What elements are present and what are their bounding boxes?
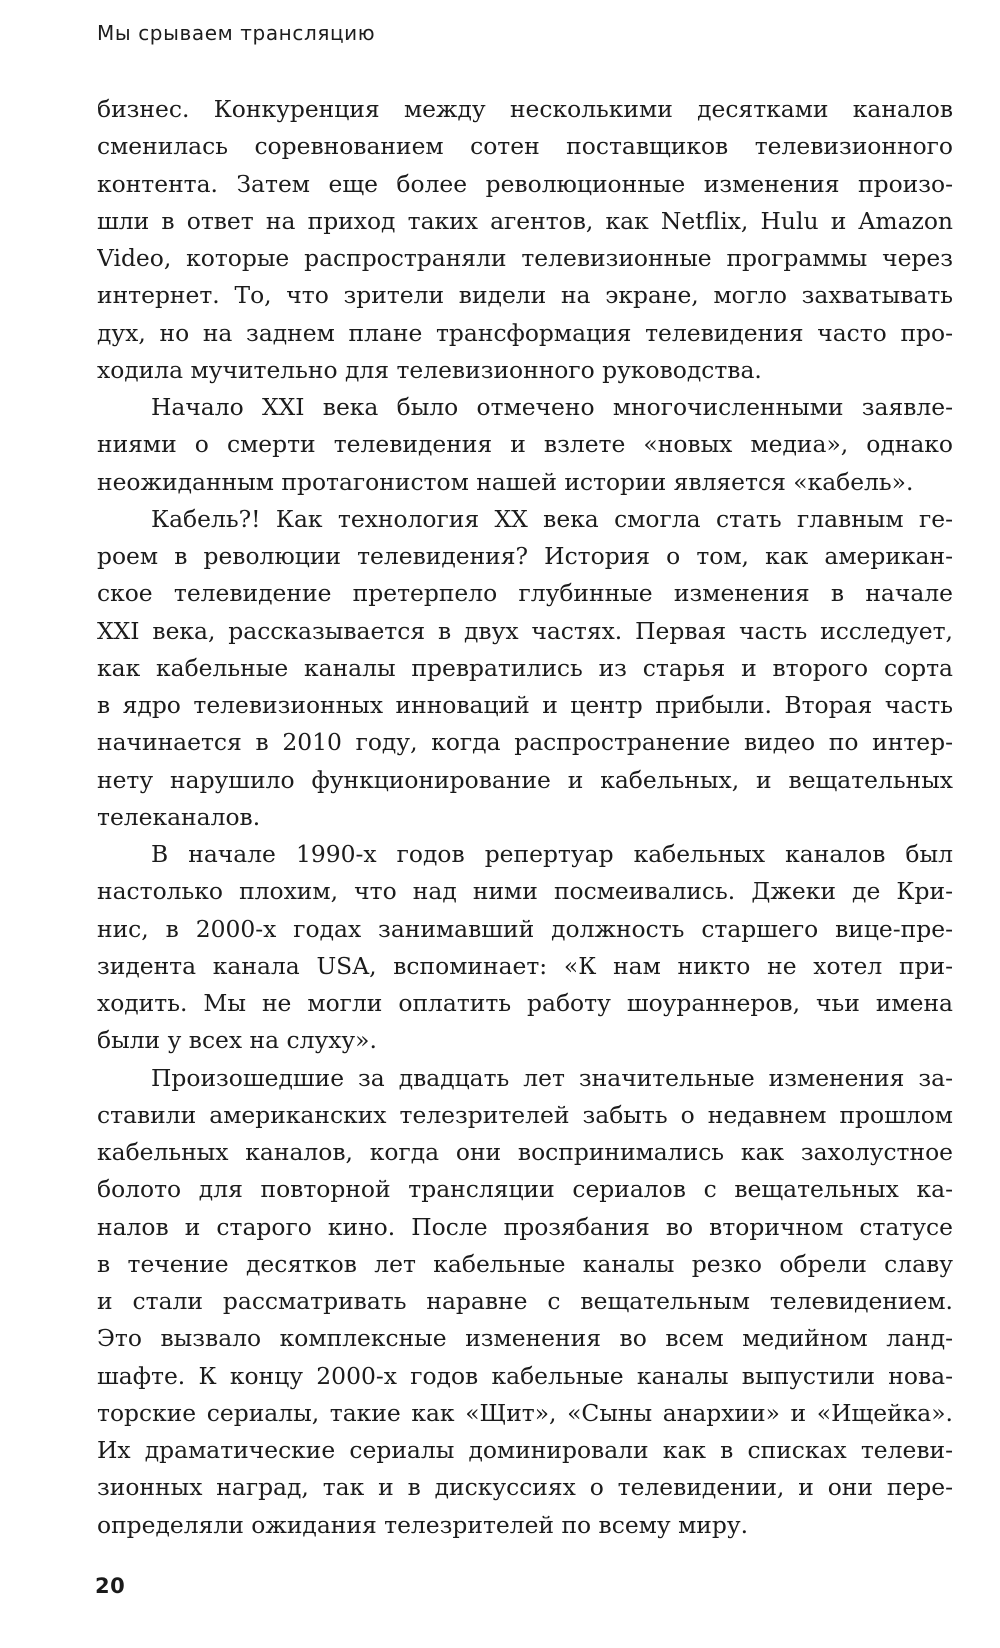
text-line: зионных наград, так и в дискуссиях о телевидении, и они пере- xyxy=(97,1473,953,1502)
text-line: в течение десятков лет кабельные каналы резко обрели славу xyxy=(97,1249,953,1278)
text-line: Начало XXI века было отмечено многочисленными заявле- xyxy=(151,393,953,421)
text-line: ходить. Мы не могли оплатить работу шоураннеров, чьи имена xyxy=(97,989,953,1017)
paragraph xyxy=(97,1060,953,1544)
text-line: сменилась соревнованием сотен поставщиков телевизионного xyxy=(97,132,953,161)
text-line: неожиданным протагонистом нашей истории является «кабель». xyxy=(97,467,914,496)
text-line: были у всех на слуху». xyxy=(97,1026,377,1055)
text-line: в ядро телевизионных инноваций и центр прибыли. Вторая часть xyxy=(97,691,953,719)
text-line: Произошедшие за двадцать лет значительные изменения за- xyxy=(151,1063,953,1092)
text-line: определяли ожидания телезрителей по всему миру. xyxy=(97,1510,749,1539)
text-line: начинается в 2010 году, когда распространение видео по интер- xyxy=(97,728,953,757)
text-line: ниями о смерти телевидения и взлете «новых медиа», однако xyxy=(97,430,953,459)
running-header: Мы срываем трансляцию xyxy=(97,21,376,45)
text-line: бизнес. Конкуренция между несколькими десятками каналов xyxy=(97,95,953,123)
text-line: интернет. То, что зрители видели на экране, могло захватывать xyxy=(97,281,953,310)
text-line: В начале 1990-х годов репертуар кабельных каналов был xyxy=(151,840,953,868)
text-line: и стали рассматривать наравне с вещательным телевидением. xyxy=(97,1287,953,1315)
text-line: Video, которые распространяли телевизионные программы через xyxy=(97,244,953,272)
text-line: болото для повторной трансляции сериалов с вещательных ка- xyxy=(97,1175,953,1204)
page-number: 20 xyxy=(95,1574,126,1598)
text-line: контента. Затем еще более революционные изменения произо- xyxy=(97,169,953,198)
text-line: телеканалов. xyxy=(97,802,261,831)
text-line: Их драматические сериалы доминировали как в списках телеви- xyxy=(97,1436,953,1464)
paragraph xyxy=(97,91,953,389)
text-line: ставили американских телезрителей забыть о недавнем прошлом xyxy=(97,1100,953,1129)
paragraph xyxy=(97,501,953,836)
text-line: ходила мучительно для телевизионного руководства. xyxy=(97,355,762,384)
paragraph xyxy=(97,836,953,1060)
text-line: дух, но на заднем плане трансформация телевидения часто про- xyxy=(97,318,953,347)
text-line: зидента канала USA, вспоминает: «К нам никто не хотел при- xyxy=(97,951,953,980)
text-line: настолько плохим, что над ними посмеивались. Джеки де Кри- xyxy=(97,877,953,906)
paragraph xyxy=(97,389,953,501)
text-line: XXI века, рассказывается в двух частях. Первая часть исследует, xyxy=(97,616,953,645)
text-line: ское телевидение претерпело глубинные изменения в начале xyxy=(97,579,953,608)
text-line: Кабель?! Как технология XX века смогла стать главным ге- xyxy=(151,504,953,533)
text-line: нис, в 2000-х годах занимавший должность старшего вице-пре- xyxy=(97,914,953,943)
text-line: нету нарушило функционирование и кабельных, и вещательных xyxy=(97,765,953,794)
text-line: торские сериалы, такие как «Щит», «Сыны анархии» и «Ищейка». xyxy=(97,1398,953,1427)
text-line: шли в ответ на приход таких агентов, как Netflix, Hulu и Amazon xyxy=(97,206,953,235)
text-line: налов и старого кино. После прозябания во вторичном статусе xyxy=(97,1212,953,1241)
body-text xyxy=(97,91,953,1544)
text-line: Это вызвало комплексные изменения во всем медийном ланд- xyxy=(97,1324,953,1353)
text-line: роем в революции телевидения? История о том, как американ- xyxy=(97,542,953,570)
text-line: кабельных каналов, когда они воспринимались как захолустное xyxy=(97,1138,953,1166)
text-line: шафте. К концу 2000-х годов кабельные каналы выпустили нова- xyxy=(97,1361,953,1390)
text-line: как кабельные каналы превратились из старья и второго сорта xyxy=(97,653,953,682)
